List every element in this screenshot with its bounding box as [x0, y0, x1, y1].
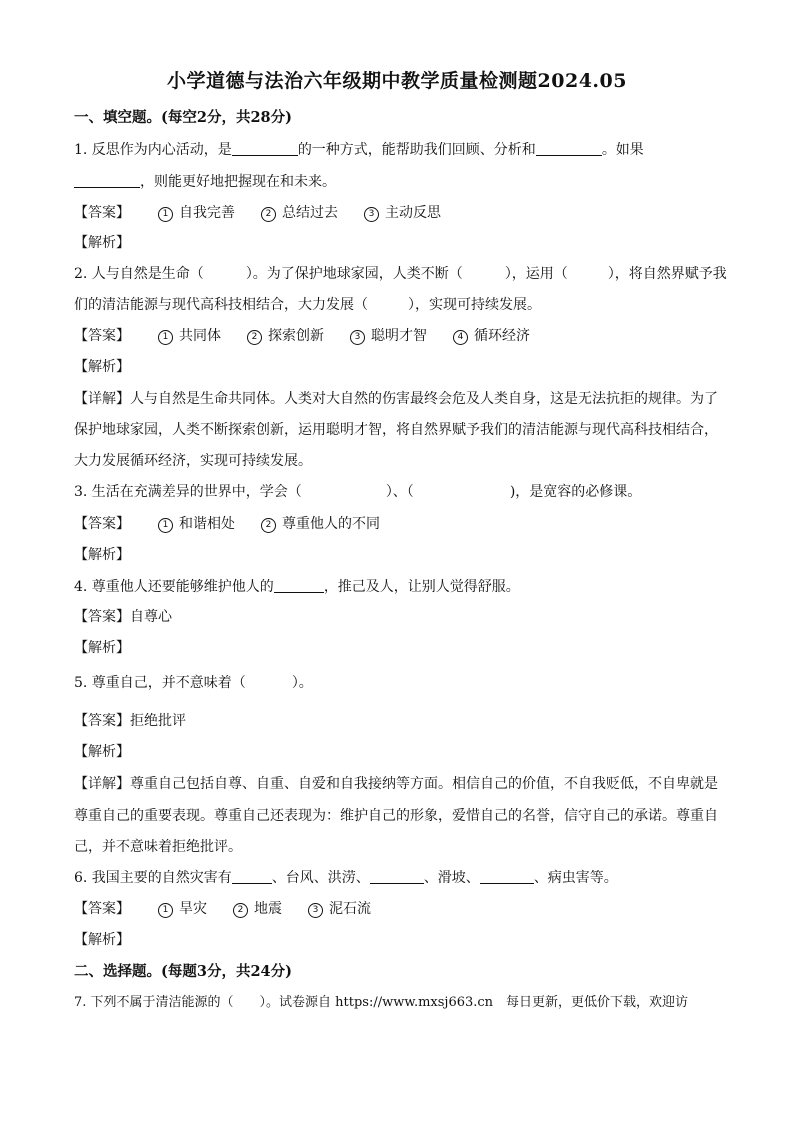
answer-text: 探索创新: [268, 328, 324, 344]
answer-text: 地震: [254, 901, 282, 917]
analysis-tag: 【解析】: [74, 932, 130, 948]
detail-tag: 【详解】: [74, 776, 130, 792]
answer-tag: 【答案】: [74, 609, 130, 625]
answer-4: [74, 607, 172, 627]
page-title: 小学道德与法治六年级期中教学质量检测题2024.05: [167, 70, 627, 92]
answer-tag: 【答案】: [74, 205, 130, 221]
q1-text-c: 。如果: [601, 142, 644, 158]
circled-number: 2: [261, 207, 276, 222]
q1-text-d: ，则能更好地把握现在和未来。: [140, 174, 336, 190]
answer-item: [158, 514, 235, 534]
question-4: [74, 577, 520, 597]
q5-text: 5. 尊重自己，并不意味着（: [74, 675, 246, 691]
question-7: 7. 下列不属于清洁能源的（ ）。试卷源自 https://www.mxsj663.cn 每日更新，更低价下载，欢迎访: [74, 995, 689, 1010]
answer-blank: [232, 869, 272, 884]
circled-number: 3: [364, 207, 379, 222]
detail-text: 尊重自己包括自尊、自重、自爱和自我接纳等方面。相信自己的价值，不自我贬低，不自卑就是: [130, 776, 718, 792]
question-6: [74, 868, 618, 888]
q2-text: ）。为了保护地球家园，人类不断（: [245, 266, 463, 282]
question-2-line-2: [74, 295, 541, 315]
answer-text: 尊重他人的不同: [282, 516, 380, 532]
answer-item: [158, 203, 235, 223]
circled-number: 4: [453, 330, 468, 345]
answer-text: 自尊心: [130, 609, 172, 625]
circled-number: 1: [158, 518, 173, 533]
answer-6: [74, 899, 397, 919]
answer-tag: 【答案】: [74, 901, 130, 917]
answer-item: [350, 326, 427, 346]
question-5: [74, 673, 313, 693]
answer-text: 自我完善: [179, 205, 235, 221]
detail-2-line-3: 大力发展循环经济，实现可持续发展。: [74, 453, 312, 469]
answer-item: [233, 899, 282, 919]
answer-text: 泥石流: [329, 901, 371, 917]
answer-1: [74, 203, 467, 223]
answer-blank: [74, 173, 140, 188]
analysis-tag: 【解析】: [74, 359, 130, 375]
answer-3: [74, 514, 406, 534]
q1-text-b: 的一种方式，能帮助我们回顾、分析和: [297, 142, 536, 158]
q3-text: )，是宽容的必修课。: [509, 484, 642, 500]
question-1-line-2: [74, 172, 336, 192]
answer-text: 总结过去: [282, 205, 338, 221]
q2-text: 们的清洁能源与现代高科技相结合，大力发展（: [74, 297, 368, 313]
detail-2-line-2: 保护地球家园，人类不断探索创新，运用聪明才智，将自然界赋予我们的清洁能源与现代高科技相结合，: [74, 422, 718, 438]
answer-item: [261, 203, 338, 223]
q6-text: 6. 我国主要的自然灾害有: [74, 870, 232, 886]
answer-item: [158, 899, 207, 919]
analysis-tag: 【解析】: [74, 235, 130, 251]
q6-text: 、滑坡、: [423, 870, 480, 886]
answer-text: 聪明才智: [371, 328, 427, 344]
detail-text: 人与自然是生命共同体。人类对大自然的伤害最终会危及人类自身，这是无法抗拒的规律。为了: [130, 391, 718, 407]
answer-item: [308, 899, 371, 919]
circled-number: 1: [158, 207, 173, 222]
answer-item: [247, 326, 324, 346]
question-3: [74, 482, 641, 502]
q3-text: 3. 生活在充满差异的世界中，学会（: [74, 484, 302, 500]
answer-text: 拒绝批评: [130, 713, 186, 729]
circled-number: 3: [308, 903, 323, 918]
q2-text: ），将自然界赋予我: [607, 266, 727, 282]
q6-text: 、病虫害等。: [533, 870, 618, 886]
q3-text: ）、（: [385, 484, 414, 500]
answer-text: 循环经济: [474, 328, 530, 344]
analysis-tag: 【解析】: [74, 744, 130, 760]
q4-text: 4. 尊重他人还要能够维护他人的: [74, 579, 274, 595]
answer-5: [74, 711, 186, 731]
section-heading-fill-blank: 一、填空题。(每空2分，共28分): [74, 109, 292, 126]
q5-text: ）。: [291, 675, 313, 691]
circled-number: 3: [350, 330, 365, 345]
answer-text: 共同体: [179, 328, 221, 344]
answer-item: [453, 326, 530, 346]
detail-5-line-2: 尊重自己的重要表现。尊重自己还表现为：维护自己的形象，爱惜自己的名誉，信守自己的承诺。尊重自: [74, 808, 718, 824]
q2-text: 2. 人与自然是生命（: [74, 266, 204, 282]
question-2-line-1: [74, 264, 727, 284]
q6-text: 、台风、洪涝、: [271, 870, 370, 886]
answer-item: [261, 514, 380, 534]
answer-tag: 【答案】: [74, 713, 130, 729]
answer-text: 主动反思: [385, 205, 441, 221]
q4-text: ，推己及人，让别人觉得舒服。: [323, 579, 520, 595]
q2-text: ），实现可持续发展。: [408, 297, 541, 313]
answer-blank: [274, 578, 324, 593]
answer-text: 旱灾: [179, 901, 207, 917]
detail-5-line-3: 己，并不意味着拒绝批评。: [74, 839, 242, 855]
answer-blank: [370, 869, 424, 884]
detail-tag: 【详解】: [74, 391, 130, 407]
analysis-tag: 【解析】: [74, 547, 130, 563]
answer-blank: [232, 141, 298, 156]
circled-number: 2: [233, 903, 248, 918]
circled-number: 1: [158, 330, 173, 345]
answer-tag: 【答案】: [74, 328, 130, 344]
q2-text: ），运用（: [504, 266, 568, 282]
question-1-line-1: [74, 140, 644, 160]
answer-blank: [480, 869, 534, 884]
answer-blank: [536, 141, 602, 156]
detail-5-line-1: [74, 774, 718, 794]
answer-item: [364, 203, 441, 223]
answer-text: 和谐相处: [179, 516, 235, 532]
answer-item: [158, 326, 221, 346]
answer-tag: 【答案】: [74, 516, 130, 532]
analysis-tag: 【解析】: [74, 640, 130, 656]
q1-text-a: 1. 反思作为内心活动，是: [74, 142, 232, 158]
section-heading-multiple-choice: 二、选择题。(每题3分，共24分): [74, 963, 292, 980]
circled-number: 2: [261, 518, 276, 533]
circled-number: 1: [158, 903, 173, 918]
circled-number: 2: [247, 330, 262, 345]
detail-2-line-1: [74, 389, 718, 409]
answer-2: [74, 326, 556, 346]
